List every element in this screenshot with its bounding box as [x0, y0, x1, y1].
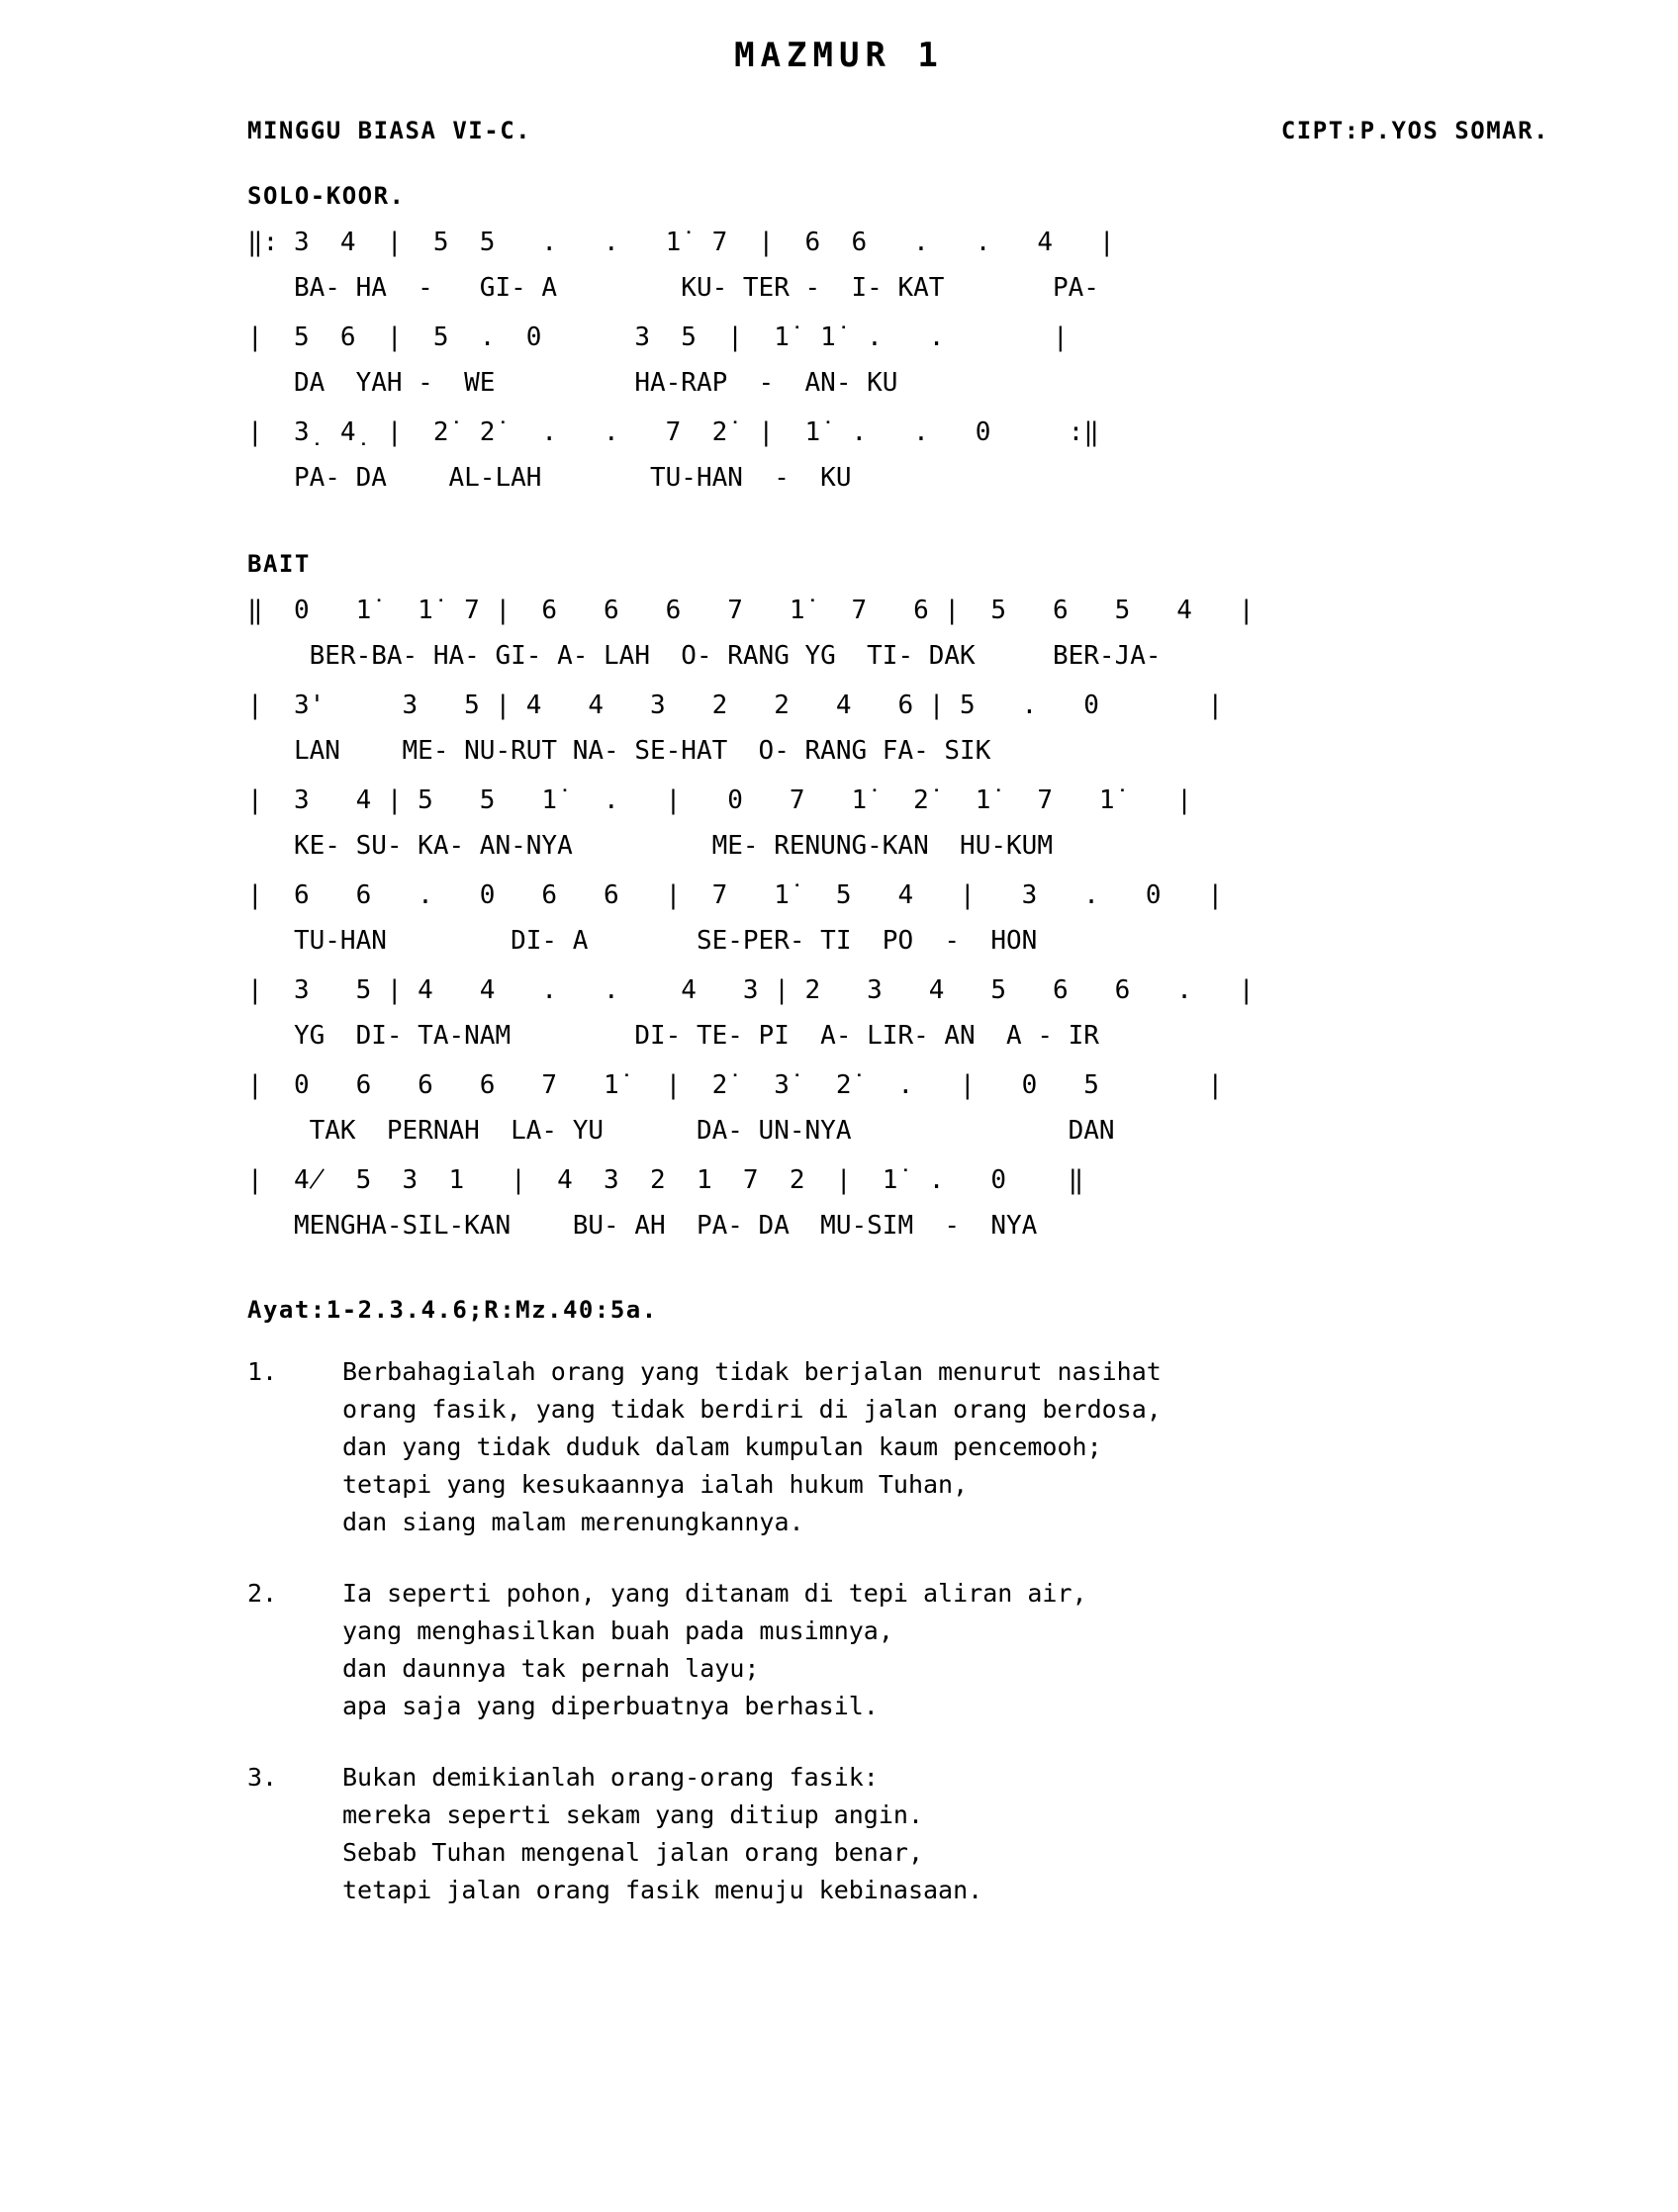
verse-line: mereka seperti sekam yang ditiup angin.	[342, 1800, 923, 1829]
lyrics-row: LAN ME- NU-RUT NA- SE-HAT O- RANG FA- SIK	[247, 736, 991, 766]
section-bait-label: BAIT	[247, 550, 311, 578]
verses-block	[0, 1353, 1678, 1909]
verse-line: Sebab Tuhan mengenal jalan orang benar,	[342, 1838, 923, 1867]
section-solo-koor-label: SOLO-KOOR.	[247, 182, 406, 210]
notes-row: | 3 5 | 4 4 . . 4 3 | 2 3 4 5 6 6 . |	[247, 975, 1255, 1005]
verse-text	[342, 1353, 1162, 1541]
verse-line: orang fasik, yang tidak berdiri di jalan orang berdosa,	[342, 1395, 1162, 1424]
music-line	[247, 880, 1678, 975]
sheet-music-page	[0, 36, 1678, 2212]
notes-row: | 4̸ 5 3 1 | 4 3 2 1 7 2 | 1̇ . 0 ‖	[247, 1165, 1084, 1195]
verse-line: Ia seperti pohon, yang ditanam di tepi aliran air,	[342, 1579, 1087, 1608]
music-line	[247, 596, 1678, 691]
music-line	[247, 228, 1678, 323]
verse-reference: Ayat:1-2.3.4.6;R:Mz.40:5a.	[247, 1296, 658, 1324]
verse-line: tetapi jalan orang fasik menuju kebinasaan.	[342, 1876, 983, 1904]
verse-number: 1.	[247, 1357, 278, 1386]
notes-row: | 3' 3 5 | 4 4 3 2 2 4 6 | 5 . 0 |	[247, 691, 1224, 720]
header-meta	[0, 117, 1678, 144]
page-title: MAZMUR 1	[734, 36, 944, 75]
verse-line: Bukan demikianlah orang-orang fasik:	[342, 1763, 879, 1792]
notes-row: | 0 6 6 6 7 1̇ | 2̇ 3̇ 2̇ . | 0 5 |	[247, 1070, 1224, 1100]
verse-item	[247, 1759, 1678, 1909]
verse-line: tetapi yang kesukaannya ialah hukum Tuhan,	[342, 1470, 969, 1499]
notes-row: | 3 4 | 5 5 1̇ . | 0 7 1̇ 2̇ 1̇ 7 1̇ |	[247, 785, 1192, 815]
verse-line: yang menghasilkan buah pada musimnya,	[342, 1616, 893, 1645]
verse-item	[247, 1575, 1678, 1725]
music-line	[247, 1165, 1678, 1260]
bait-staff	[0, 596, 1678, 1260]
lyrics-row: KE- SU- KA- AN-NYA ME- RENUNG-KAN HU-KUM	[247, 831, 1053, 861]
verse-line: apa saja yang diperbuatnya berhasil.	[342, 1692, 879, 1720]
lyrics-row: TAK PERNAH LA- YU DA- UN-NYA DAN	[247, 1116, 1115, 1146]
verse-number: 2.	[247, 1579, 278, 1608]
lyrics-row: PA- DA AL-LAH TU-HAN - KU	[247, 463, 852, 493]
verse-line: dan yang tidak duduk dalam kumpulan kaum pencemooh;	[342, 1432, 1102, 1461]
notes-row: ‖ 0 1̇ 1̇ 7 | 6 6 6 7 1̇ 7 6 | 5 6 5 4 |	[247, 596, 1255, 625]
verse-line: Berbahagialah orang yang tidak berjalan menurut nasihat	[342, 1357, 1162, 1386]
lyrics-row: YG DI- TA-NAM DI- TE- PI A- LIR- AN A - IR	[247, 1021, 1099, 1051]
verse-line: dan daunnya tak pernah layu;	[342, 1654, 760, 1683]
verse-number: 3.	[247, 1763, 278, 1792]
music-line	[247, 1070, 1678, 1165]
notes-row: | 5 6 | 5 . 0 3 5 | 1̇ 1̇ . . |	[247, 323, 1069, 352]
verse-item	[247, 1353, 1678, 1541]
music-line	[247, 975, 1678, 1070]
solo-koor-staff	[0, 228, 1678, 512]
verse-line: dan siang malam merenungkannya.	[342, 1508, 804, 1536]
verse-text	[342, 1575, 1087, 1725]
verse-text	[342, 1759, 982, 1909]
lyrics-row: MENGHA-SIL-KAN BU- AH PA- DA MU-SIM - NYA	[247, 1211, 1038, 1241]
lyrics-row: BER-BA- HA- GI- A- LAH O- RANG YG TI- DAK BER-JA-	[247, 641, 1162, 671]
notes-row: | 3̣ 4̣ | 2̇ 2̇ . . 7 2̇ | 1̇ . . 0 :‖	[247, 417, 1099, 447]
music-line	[247, 417, 1678, 512]
notes-row: ‖: 3 4 | 5 5 . . 1̇ 7 | 6 6 . . 4 |	[247, 228, 1115, 257]
lyrics-row: TU-HAN DI- A SE-PER- TI PO - HON	[247, 926, 1038, 956]
lyrics-row: BA- HA - GI- A KU- TER - I- KAT PA-	[247, 273, 1099, 303]
music-line	[247, 691, 1678, 785]
lyrics-row: DA YAH - WE HA-RAP - AN- KU	[247, 368, 898, 398]
music-line	[247, 323, 1678, 417]
composer-label: CIPT:P.YOS SOMAR.	[1280, 117, 1549, 144]
notes-row: | 6 6 . 0 6 6 | 7 1̇ 5 4 | 3 . 0 |	[247, 880, 1224, 910]
occasion-label: MINGGU BIASA VI-C.	[247, 117, 532, 144]
music-line	[247, 785, 1678, 880]
